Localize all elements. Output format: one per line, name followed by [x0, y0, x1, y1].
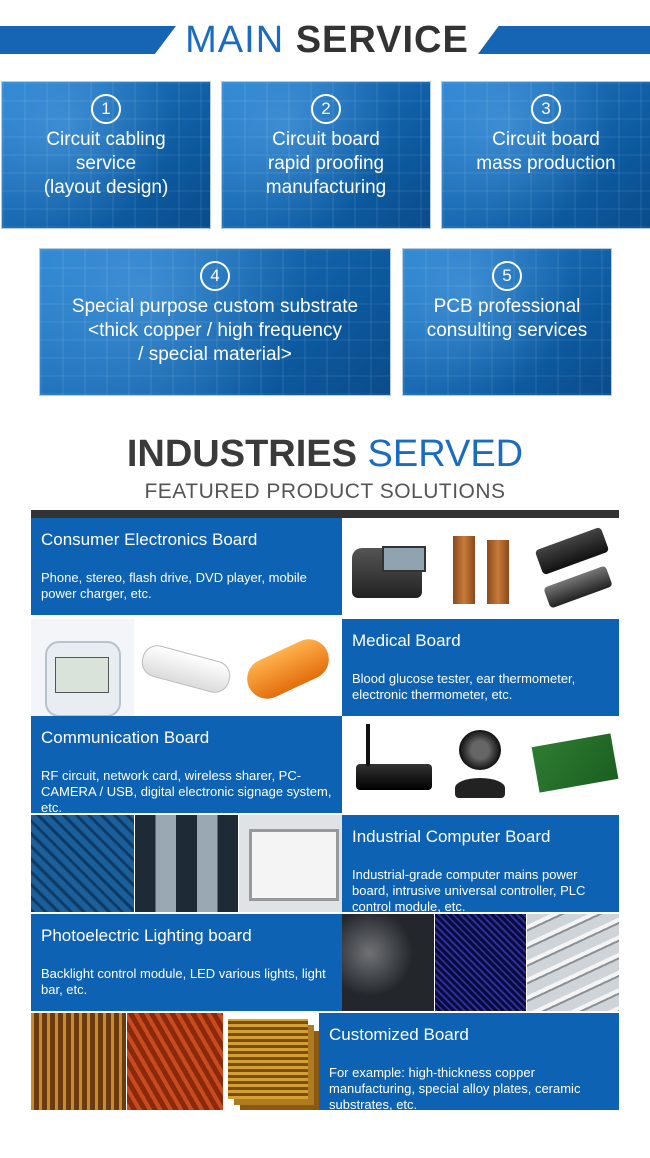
header-band-right — [478, 26, 650, 54]
control-panel-image — [238, 815, 342, 912]
industry-panel[interactable] — [342, 619, 619, 716]
industry-images — [342, 518, 619, 615]
main-service-title-light: MAIN — [185, 19, 285, 61]
industry-images — [31, 619, 342, 716]
industry-description: For example: high-thickness copper manufacturing, special alloy plates, ceramic substrates, etc. — [329, 1065, 581, 1112]
circled-number-1: 1 — [91, 94, 121, 124]
flash-drive-image — [526, 518, 619, 615]
industries-subtitle: FEATURED PRODUCT SOLUTIONS — [144, 480, 506, 503]
industry-row-lighting — [31, 914, 619, 1011]
industry-title: Customized Board — [329, 1025, 469, 1044]
industry-images — [342, 716, 619, 813]
ceramic-substrate-image — [223, 1013, 319, 1110]
industry-title: Communication Board — [41, 728, 210, 747]
light-bar-image — [526, 914, 619, 1011]
service-tile-rapid-proofing[interactable] — [221, 81, 431, 229]
industry-row-medical — [31, 619, 619, 716]
industry-images — [31, 815, 342, 912]
router-image — [342, 716, 434, 813]
glucose-meter-image — [31, 619, 134, 716]
industry-description: Backlight control module, LED various lights, light bar, etc. — [41, 966, 326, 997]
plc-rack-image — [134, 815, 238, 912]
service-label: Circuit board mass production — [476, 129, 616, 174]
webcam-image — [434, 716, 527, 813]
industry-description: Blood glucose tester, ear thermometer, electronic thermometer, etc. — [352, 671, 576, 702]
service-tile-custom-substrate[interactable] — [39, 248, 391, 396]
industry-title: Industrial Computer Board — [352, 827, 551, 846]
industry-description: RF circuit, network card, wireless sharer, PC-CAMERA / USB, digital electronic signage system, etc. — [41, 768, 332, 815]
industry-row-communication — [31, 716, 619, 813]
industry-panel[interactable] — [31, 518, 342, 615]
service-label: Circuit board rapid proofing manufacturing — [265, 129, 387, 198]
header-band-left — [0, 26, 176, 54]
industries-title — [0, 430, 650, 478]
service-tile-layout-design[interactable] — [1, 81, 211, 229]
industry-images — [342, 914, 619, 1011]
industry-description: Phone, stereo, flash drive, DVD player, mobile power charger, etc. — [41, 570, 307, 601]
circled-number-5: 5 — [492, 261, 522, 291]
industry-row-customized — [31, 1013, 619, 1110]
industry-title: Photoelectric Lighting board — [41, 926, 252, 945]
main-service-title-bold: SERVICE — [295, 19, 469, 61]
service-label: Circuit cabling service (layout design) — [43, 129, 169, 198]
circuit-board-image — [31, 815, 134, 912]
industry-panel[interactable] — [342, 815, 619, 912]
industry-panel[interactable] — [319, 1013, 619, 1110]
alloy-board-image — [126, 1013, 222, 1110]
copper-board-image — [31, 1013, 126, 1110]
electronic-thermometer-image — [238, 619, 342, 716]
service-label: PCB professional consulting services — [426, 296, 588, 341]
service-tile-mass-production[interactable] — [441, 81, 650, 229]
led-panel-image — [434, 914, 527, 1011]
industries-title-bold: INDUSTRIES — [126, 433, 357, 475]
circled-number-3: 3 — [531, 94, 561, 124]
industry-description: Industrial-grade computer mains power board, intrusive universal controller, PLC control module, etc. — [352, 867, 586, 914]
industry-images — [31, 1013, 319, 1110]
circled-number-2: 2 — [311, 94, 341, 124]
telephone-image — [342, 518, 434, 615]
circled-number-4: 4 — [200, 261, 230, 291]
service-label: Special purpose custom substrate <thick copper / high frequency / special material> — [71, 296, 359, 365]
industry-title: Medical Board — [352, 631, 461, 650]
main-service-title — [176, 16, 478, 64]
speakers-image — [434, 518, 527, 615]
service-tile-consulting[interactable] — [402, 248, 612, 396]
industries-divider — [31, 510, 619, 518]
industry-row-industrial — [31, 815, 619, 912]
backlight-image — [342, 914, 434, 1011]
industries-title-light: SERVED — [367, 433, 524, 475]
ear-thermometer-image — [134, 619, 238, 716]
industry-panel[interactable] — [31, 914, 342, 1011]
industry-row-consumer — [31, 518, 619, 615]
network-card-image — [526, 716, 619, 813]
industry-panel[interactable] — [31, 716, 342, 813]
industry-title: Consumer Electronics Board — [41, 530, 258, 549]
